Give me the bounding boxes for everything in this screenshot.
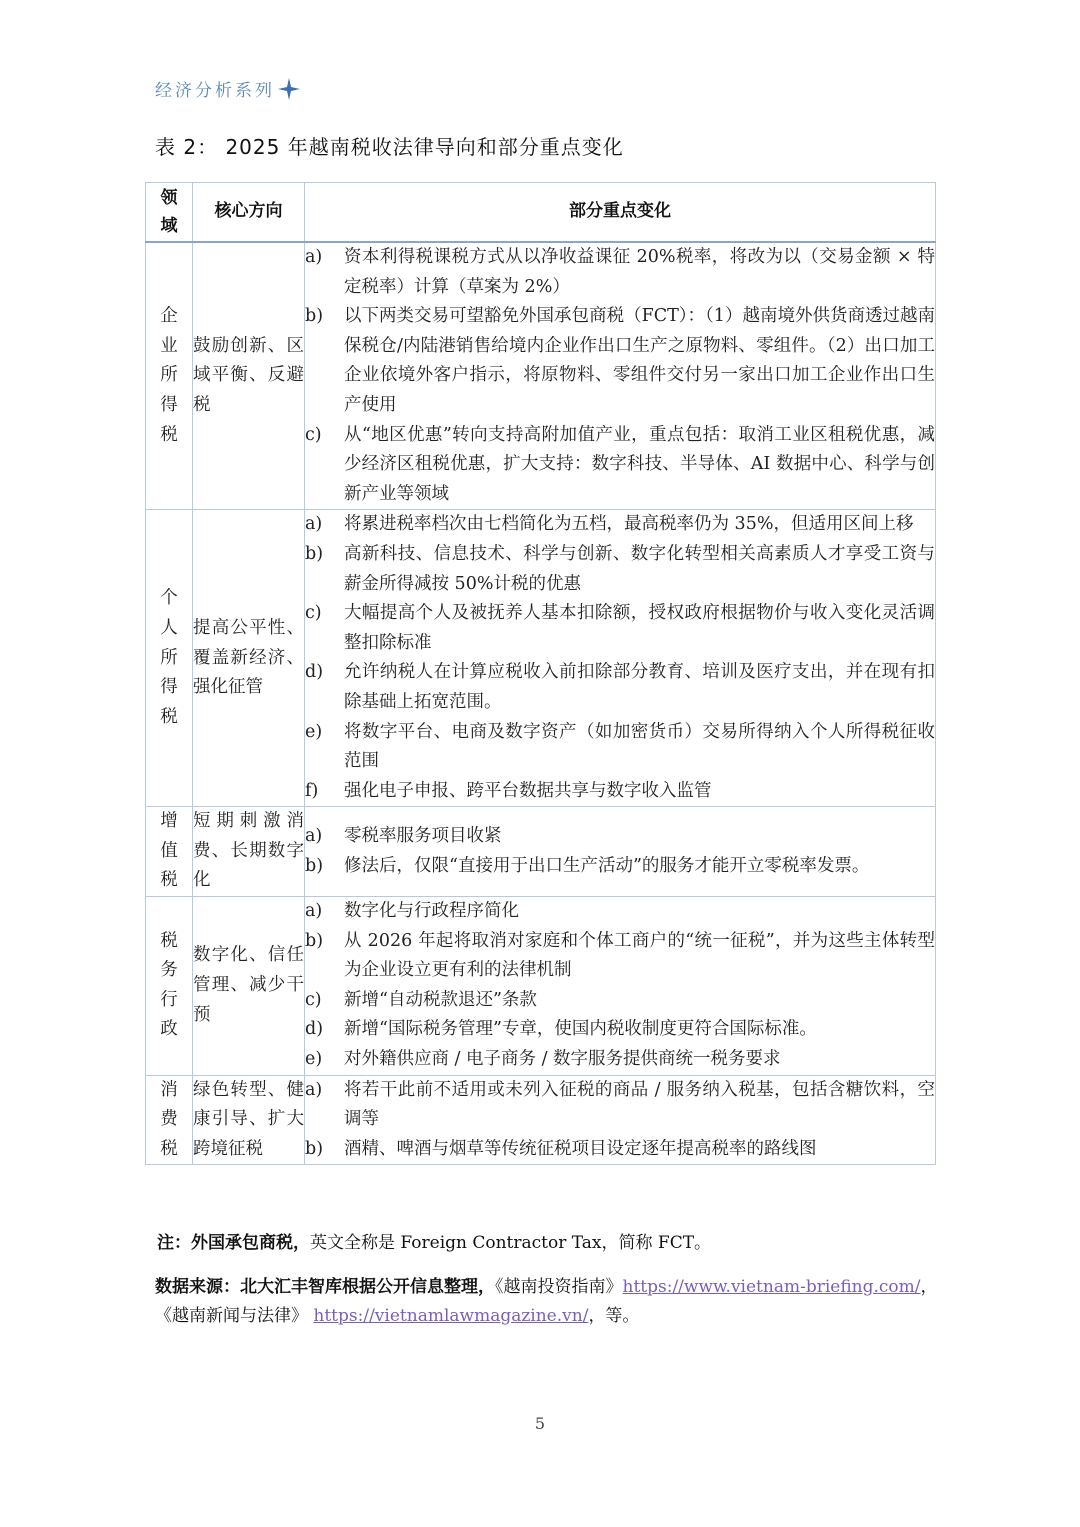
- list-item: [305, 1076, 935, 1135]
- header-field: 领域: [146, 183, 193, 243]
- table-note: [157, 1228, 711, 1253]
- item-label: a): [305, 901, 323, 922]
- item-text: 将累进税率档次由七档简化为五档，最高税率仍为 35%，但适用区间上移: [344, 514, 914, 535]
- direction-cell: 提高公平性、覆盖新经济、强化征管: [193, 510, 305, 807]
- item-label: d): [305, 1019, 324, 1040]
- table-row: [146, 1075, 936, 1165]
- list-item: [305, 852, 935, 882]
- item-text: 资本利得税课税方式从以净收益课征 20%税率，将改为以（交易金额 × 特定税率）计算（草案为 2%）: [344, 247, 935, 297]
- list-item: [305, 421, 935, 510]
- item-label: a): [305, 514, 323, 535]
- field-cell: [146, 242, 193, 510]
- field-cell: [146, 897, 193, 1076]
- item-text: 大幅提高个人及被抚养人基本扣除额，授权政府根据物价与收入变化灵活调整扣除标准: [344, 603, 935, 653]
- series-header: [155, 76, 301, 101]
- source-end: ，等。: [588, 1306, 640, 1326]
- changes-cell: [305, 1075, 936, 1165]
- source-separator: ，: [920, 1277, 938, 1297]
- item-text: 从“地区优惠”转向支持高附加值产业，重点包括：取消工业区租税优惠，减少经济区租税优惠，扩大支持：数字科技、半导体、AI 数据中心、科学与创新产业等领域: [344, 424, 935, 504]
- note-label: 注：外国承包商税，: [157, 1233, 310, 1253]
- list-item: [305, 927, 935, 986]
- item-text: 从 2026 年起将取消对家庭和个体工商户的“统一征税”，并为这些主体转型为企业设立更有利的法律机制: [344, 930, 935, 981]
- list-item: [305, 540, 935, 599]
- list-item: [305, 777, 935, 807]
- header-changes: 部分重点变化: [305, 183, 936, 243]
- table-row: [146, 897, 936, 1076]
- item-label: d): [305, 662, 324, 683]
- item-label: c): [305, 603, 322, 624]
- source-link-vietnam-briefing[interactable]: https://www.vietnam-briefing.com/: [622, 1277, 921, 1297]
- data-source: [155, 1273, 940, 1331]
- item-label: a): [305, 1079, 323, 1100]
- item-label: c): [305, 989, 322, 1010]
- source-label: 数据来源：北大汇丰智库根据公开信息整理，: [155, 1277, 495, 1297]
- table-caption: 表 2： 2025 年越南税收法律导向和部分重点变化: [155, 135, 624, 159]
- field-cell: [146, 510, 193, 807]
- page-number: 5: [534, 1414, 546, 1433]
- list-item: [305, 243, 935, 302]
- list-item: [305, 897, 935, 927]
- list-item: [305, 718, 935, 777]
- changes-cell: [305, 510, 936, 807]
- item-text: 对外籍供应商 / 电子商务 / 数字服务提供商统一税务要求: [344, 1049, 781, 1070]
- direction-cell: 鼓励创新、区域平衡、反避税: [193, 242, 305, 510]
- item-text: 数字化与行政程序简化: [344, 901, 519, 922]
- field-label: 个人所得税: [160, 588, 178, 727]
- list-item: [305, 986, 935, 1016]
- item-text: 将若干此前不适用或未列入征税的商品 / 服务纳入税基，包括含糖饮料，空调等: [344, 1079, 935, 1130]
- list-item: [305, 1015, 935, 1045]
- changes-cell: [305, 242, 936, 510]
- field-cell: [146, 807, 193, 897]
- list-item: [305, 510, 935, 540]
- item-label: b): [305, 1138, 324, 1159]
- item-label: c): [305, 424, 322, 445]
- item-text: 零税率服务项目收紧: [344, 826, 502, 847]
- source-guide-title: 《越南投资指南》: [495, 1277, 623, 1297]
- item-label: b): [305, 930, 324, 951]
- item-text: 强化电子申报、跨平台数据共享与数字收入监管: [344, 780, 712, 801]
- item-label: e): [305, 1049, 323, 1070]
- field-label: 消费税: [160, 1079, 178, 1159]
- changes-cell: [305, 807, 936, 897]
- source-news-title: 《越南新闻与法律》: [155, 1306, 308, 1326]
- list-item: [305, 1045, 935, 1075]
- table-body: [146, 242, 936, 1165]
- tax-changes-table: [145, 182, 936, 1165]
- list-item: [305, 658, 935, 717]
- list-item: [305, 822, 935, 852]
- field-label: 企业所得税: [160, 306, 178, 445]
- direction-cell: 绿色转型、健康引导、扩大跨境征税: [193, 1075, 305, 1165]
- direction-cell: 短期刺激消费、长期数字化: [193, 807, 305, 897]
- item-label: e): [305, 721, 323, 742]
- field-cell: [146, 1075, 193, 1165]
- source-link-vietnamlawmagazine[interactable]: https://vietnamlawmagazine.vn/: [313, 1306, 589, 1326]
- item-text: 新增“自动税款退还”条款: [344, 989, 537, 1010]
- note-text: 英文全称是 Foreign Contractor Tax，简称 FCT。: [310, 1233, 712, 1253]
- direction-cell: 数字化、信任管理、减少干预: [193, 897, 305, 1076]
- item-label: a): [305, 826, 323, 847]
- table-row: [146, 510, 936, 807]
- item-text: 酒精、啤酒与烟草等传统征税项目设定逐年提高税率的路线图: [344, 1138, 817, 1159]
- item-text: 高新科技、信息技术、科学与创新、数字化转型相关高素质人才享受工资与薪金所得减按 50%计税的优惠: [344, 543, 935, 594]
- table-row: [146, 807, 936, 897]
- list-item: [305, 1135, 935, 1165]
- item-text: 允许纳税人在计算应税收入前扣除部分教育、培训及医疗支出，并在现有扣除基础上拓宽范围。: [344, 662, 935, 712]
- item-label: b): [305, 855, 324, 876]
- item-text: 新增“国际税务管理”专章，使国内税收制度更符合国际标准。: [344, 1019, 817, 1040]
- four-point-star-icon: [277, 77, 301, 101]
- item-label: a): [305, 247, 323, 267]
- item-label: b): [305, 306, 324, 327]
- field-label: 税务行政: [160, 930, 178, 1040]
- field-label: 增值税: [160, 811, 178, 891]
- header-direction: 核心方向: [193, 183, 305, 243]
- table-header-row: [146, 183, 936, 243]
- item-label: f): [305, 780, 319, 801]
- item-label: b): [305, 543, 324, 564]
- list-item: [305, 302, 935, 420]
- item-text: 以下两类交易可望豁免外国承包商税（FCT）：（1）越南境外供货商透过越南保税仓/内陆港销售给境内企业作出口生产之原物料、零组件。（2）出口加工企业依境外客户指示，将原物料、零组件交付另一家出口加工企业作出口生产使用: [344, 306, 935, 415]
- series-title: 经济分析系列: [155, 81, 275, 101]
- item-text: 修法后，仅限“直接用于出口生产活动”的服务才能开立零税率发票。: [344, 855, 870, 876]
- table-row: [146, 242, 936, 510]
- changes-cell: [305, 897, 936, 1076]
- item-text: 将数字平台、电商及数字资产（如加密货币）交易所得纳入个人所得税征收范围: [344, 721, 935, 772]
- list-item: [305, 599, 935, 658]
